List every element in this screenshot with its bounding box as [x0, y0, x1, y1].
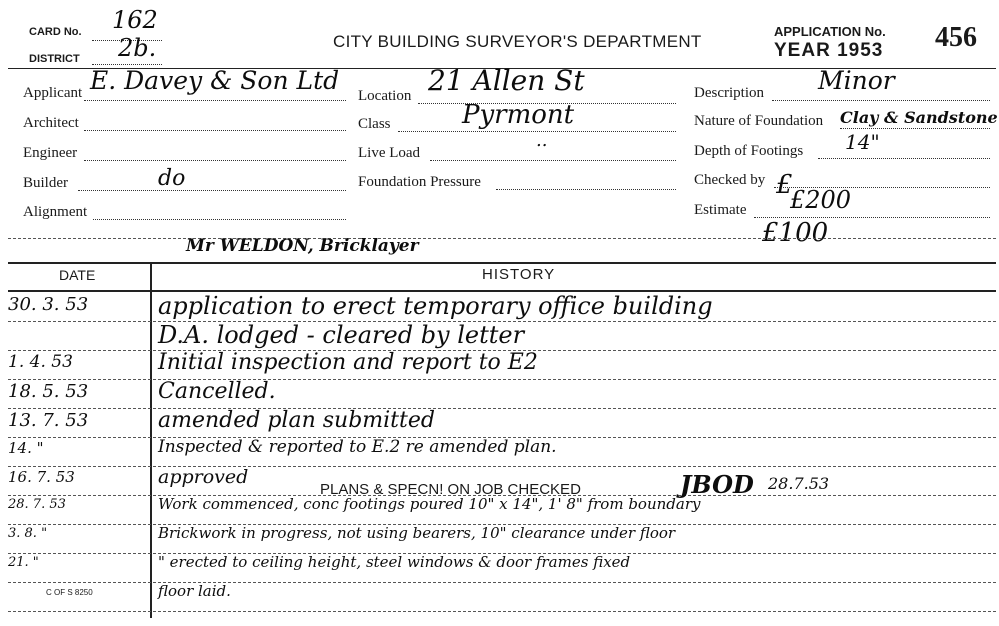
district-label: DISTRICT [29, 53, 80, 65]
applicant-value: E. Davey & Son Ltd [90, 66, 340, 95]
engineer-line [84, 160, 346, 161]
architect-line [84, 130, 346, 131]
history-date: 21. " [8, 555, 39, 570]
foundation-pressure-line [496, 189, 676, 190]
history-row-divider [8, 466, 996, 467]
engineer-label: Engineer [23, 145, 78, 161]
nature-value: Clay & Sandstone [840, 108, 998, 127]
live-load-line [430, 160, 676, 161]
depth-label: Depth of Footings [694, 143, 804, 159]
applicant-label: Applicant [23, 85, 83, 101]
history-text: application to erect temporary office building [158, 292, 713, 320]
stamp-date: 28.7.53 [768, 474, 830, 493]
nature-label: Nature of Foundation [694, 113, 824, 129]
history-text: D.A. lodged - cleared by letter [158, 321, 525, 349]
history-text: Inspected & reported to E.2 re amended plan. [158, 437, 557, 457]
estimate-value-1: £200 [790, 186, 852, 214]
fields-dash-divider [8, 238, 996, 239]
history-text: amended plan submitted [158, 408, 435, 433]
history-date: 18. 5. 53 [8, 381, 89, 402]
estimate-label: Estimate [694, 202, 747, 218]
card-no-label: CARD No. [29, 26, 82, 38]
history-top-rule [8, 262, 996, 264]
history-text: " erected to ceiling height, steel windows & door frames fixed [158, 553, 631, 571]
estimate-value-2: £100 [762, 218, 829, 248]
card-no-value: 162 [112, 6, 158, 34]
history-row-divider [8, 611, 996, 612]
live-load-label: Live Load [358, 145, 421, 161]
foundation-pressure-label: Foundation Pressure [358, 174, 481, 190]
form-code: C OF S 8250 [46, 588, 93, 597]
description-label: Description [694, 85, 764, 101]
builder-value: do [158, 166, 186, 191]
depth-value: 14" [845, 130, 880, 154]
history-date: 14. " [8, 439, 44, 457]
history-date: 28. 7. 53 [8, 497, 66, 512]
date-column-header: DATE [59, 267, 96, 283]
history-row-divider [8, 408, 996, 409]
district-line [92, 64, 162, 65]
builder-label: Builder [23, 175, 68, 191]
alignment-line [93, 219, 346, 220]
checked-label: Checked by [694, 172, 766, 188]
application-no-value: 456 [935, 22, 977, 53]
history-column-header: HISTORY [482, 266, 556, 283]
class-label: Class [358, 116, 391, 132]
history-text: Work commenced, conc footings poured 10" x 14", 1' 8" from boundary [158, 495, 701, 513]
history-date: 16. 7. 53 [8, 468, 75, 486]
history-date: 1. 4. 53 [8, 352, 73, 372]
department-title: CITY BUILDING SURVEYOR'S DEPARTMENT [333, 32, 702, 51]
class-value: Pyrmont [462, 100, 575, 130]
alignment-label: Alignment [23, 204, 88, 220]
architect-label: Architect [23, 115, 79, 131]
history-text: floor laid. [158, 582, 231, 600]
live-load-value: .. [536, 130, 548, 151]
history-row-divider [8, 379, 996, 380]
applicant-line [84, 100, 346, 101]
year-label: YEAR 1953 [774, 40, 884, 61]
location-value: 21 Allen St [428, 64, 585, 97]
plans-checked-stamp: PLANS & SPECN! ON JOB CHECKED [320, 481, 581, 498]
history-date: 30. 3. 53 [8, 294, 89, 315]
history-date: 13. 7. 53 [8, 410, 89, 431]
history-text: Cancelled. [158, 379, 276, 404]
location-label: Location [358, 88, 412, 104]
depth-line [818, 158, 990, 159]
description-line [772, 100, 990, 101]
history-text: Initial inspection and report to E2 [158, 350, 538, 375]
checked-value: £ [776, 170, 793, 200]
date-column-divider [150, 262, 152, 618]
stamp-initials: JBOD [680, 470, 754, 499]
history-date: 3. 8. " [8, 526, 48, 541]
application-no-label: APPLICATION No. [774, 24, 886, 39]
contractor-note: Mr WELDON, Bricklayer [186, 236, 419, 256]
history-row-divider [8, 582, 996, 583]
builder-line [78, 190, 346, 191]
history-text: Brickwork in progress, not using bearers, 10" clearance under floor [158, 524, 676, 542]
history-text: approved [158, 466, 249, 488]
nature-line [840, 128, 990, 129]
district-value: 2b. [118, 34, 157, 62]
description-value: Minor [818, 66, 895, 95]
